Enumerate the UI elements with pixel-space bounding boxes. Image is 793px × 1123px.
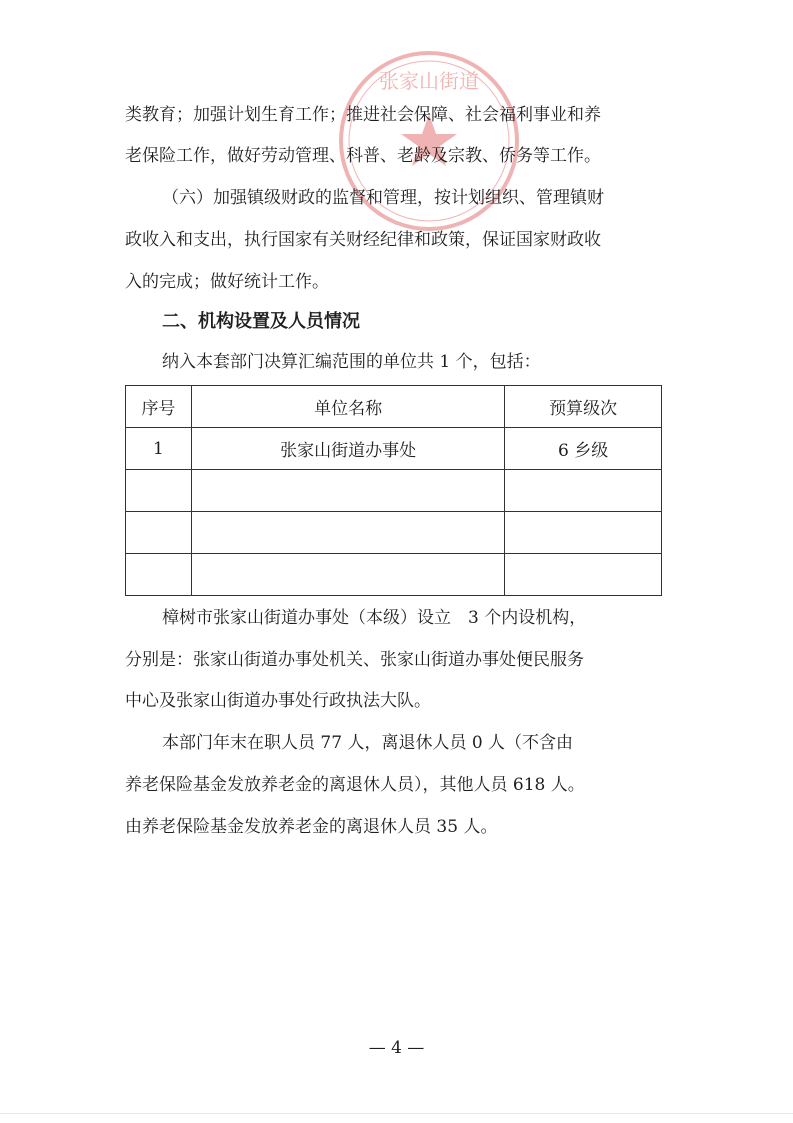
table-row (126, 512, 662, 554)
intro-line: 纳入本套部门决算汇编范围的单位共 1 个，包括： (162, 352, 541, 372)
paragraph-line: 樟树市张家山街道办事处（本级）设立 3 个内设机构， (162, 608, 587, 628)
page-number: — 4 — (368, 1038, 425, 1058)
paragraph-line: 政收入和支出，执行国家有关财经纪律和政策，保证国家财政收 (125, 230, 601, 250)
paragraph-line: 中心及张家山街道办事处行政执法大队。 (125, 691, 431, 711)
cell-serial (126, 470, 192, 512)
header-unit-name: 单位名称 (191, 386, 504, 428)
cell-unit-name (191, 512, 504, 554)
cell-budget-level (505, 554, 662, 596)
seal-text: 张家山街道 (379, 69, 479, 93)
unit-table (125, 385, 662, 596)
table-row (126, 428, 662, 470)
cell-serial (126, 554, 192, 596)
paragraph-line: 养老保险基金发放养老金的离退休人员），其他人员 618 人。 (125, 775, 585, 795)
paragraph-line: 入的完成；做好统计工作。 (125, 272, 329, 292)
paragraph-line: 本部门年末在职人员 77 人，离退休人员 0 人（不含由 (162, 733, 574, 753)
cell-budget-level (505, 512, 662, 554)
table-row (126, 554, 662, 596)
paragraph-line: （六）加强镇级财政的监督和管理，按计划组织、管理镇财 (162, 188, 604, 208)
paragraph-line: 由养老保险基金发放养老金的离退休人员 35 人。 (125, 817, 498, 837)
header-budget-level: 预算级次 (505, 386, 662, 428)
section-heading: 二、机构设置及人员情况 (162, 311, 360, 332)
cell-unit-name (191, 554, 504, 596)
cell-serial: 1 (126, 428, 192, 470)
table-row (126, 470, 662, 512)
cell-budget-level (505, 470, 662, 512)
cell-budget-level: 6 乡级 (505, 428, 662, 470)
scan-edge-divider (0, 1113, 793, 1114)
header-serial: 序号 (126, 386, 192, 428)
cell-unit-name (191, 470, 504, 512)
paragraph-line: 类教育；加强计划生育工作；推进社会保障、社会福利事业和养 (125, 105, 601, 125)
paragraph-line: 老保险工作，做好劳动管理、科普、老龄及宗教、侨务等工作。 (125, 146, 601, 166)
cell-unit-name: 张家山街道办事处 (191, 428, 504, 470)
table-header-row (126, 386, 662, 428)
paragraph-line: 分别是：张家山街道办事处机关、张家山街道办事处便民服务 (125, 650, 584, 670)
cell-serial (126, 512, 192, 554)
